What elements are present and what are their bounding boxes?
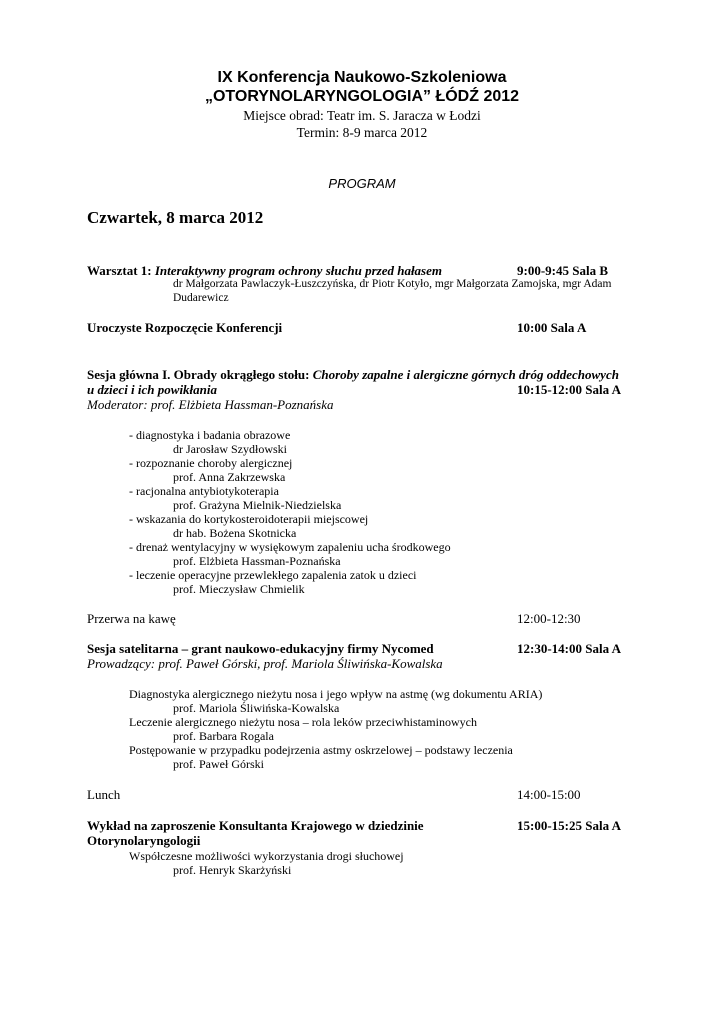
talk-topic: Diagnostyka alergicznego nieżytu nosa i jego wpływ na astmę (wg dokumentu ARIA) <box>129 687 543 701</box>
talk-topic: Postępowanie w przypadku podejrzenia astmy oskrzelowej – podstawy leczenia <box>129 743 513 757</box>
talk-speaker: prof. Mariola Śliwińska-Kowalska <box>173 701 340 715</box>
workshop-speakers: dr Małgorzata Pawlaczyk-Łuszczyńska, dr Piotr Kotyło, mgr Małgorzata Zamojska, mgr Adam <box>173 278 612 290</box>
talk-speaker: prof. Mieczysław Chmielik <box>173 582 305 596</box>
opening-time: 10:00 Sala A <box>517 320 587 335</box>
workshop-time: 9:00-9:45 Sala B <box>517 263 608 278</box>
lecture-title-cont: Otorynolaryngologii <box>87 833 201 848</box>
satellite-time: 12:30-14:00 Sala A <box>517 641 621 656</box>
satellite-title: Sesja satelitarna – grant naukowo-edukacyjny firmy Nycomed <box>87 641 434 656</box>
conference-subtitle: „OTORYNOLARYNGOLOGIA” ŁÓDŹ 2012 <box>204 88 520 105</box>
conference-title: IX Konferencja Naukowo-Szkoleniowa <box>217 69 507 86</box>
lecture-time: 15:00-15:25 Sala A <box>517 818 621 833</box>
lecture-title: Wykład na zaproszenie Konsultanta Krajowego w dziedzinie <box>87 818 424 833</box>
lecture-topic: Współczesne możliwości wykorzystania drogi słuchowej <box>129 849 404 863</box>
talk-speaker: prof. Paweł Górski <box>173 757 264 771</box>
talk-speaker: prof. Grażyna Mielnik-Niedzielska <box>173 498 342 512</box>
session1-label: Sesja główna I. Obrady okrągłego stołu: <box>87 367 310 382</box>
talk-topic: - drenaż wentylacyjny w wysiękowym zapaleniu ucha środkowego <box>129 540 451 554</box>
session1-title <box>87 367 619 382</box>
talk-speaker: dr hab. Bożena Skotnicka <box>173 526 297 540</box>
coffee-break: Przerwa na kawę <box>87 611 176 626</box>
day-heading: Czwartek, 8 marca 2012 <box>87 208 264 227</box>
workshop-title <box>87 263 442 278</box>
talk-topic: - leczenie operacyjne przewlekłego zapalenia zatok u dzieci <box>129 568 417 582</box>
venue: Miejsce obrad: Teatr im. S. Jaracza w Łodzi <box>243 108 481 123</box>
lunch-time: 14:00-15:00 <box>517 787 581 802</box>
program-label: PROGRAM <box>328 176 396 191</box>
workshop-name: Interaktywny program ochrony słuchu przed hałasem <box>154 263 442 278</box>
session1-time: 10:15-12:00 Sala A <box>517 382 621 397</box>
workshop-speakers-cont: Dudarewicz <box>173 292 229 304</box>
talk-speaker: prof. Elżbieta Hassman-Poznańska <box>173 554 341 568</box>
satellite-hosts: Prowadzący: prof. Paweł Górski, prof. Mariola Śliwińska-Kowalska <box>87 656 443 671</box>
talk-topic: - wskazania do kortykosteroidoterapii miejscowej <box>129 512 369 526</box>
session1-name-cont: u dzieci i ich powikłania <box>87 382 218 397</box>
talk-topic: - diagnostyka i badania obrazowe <box>129 428 291 442</box>
talk-speaker: prof. Anna Zakrzewska <box>173 470 286 484</box>
talk-topic: - racjonalna antybiotykoterapia <box>129 484 279 498</box>
talk-topic: - rozpoznanie choroby alergicznej <box>129 456 293 470</box>
lunch: Lunch <box>87 787 121 802</box>
lecture-speaker: prof. Henryk Skarżyński <box>173 863 292 877</box>
term: Termin: 8-9 marca 2012 <box>296 125 428 140</box>
session1-name: Choroby zapalne i alergiczne górnych dróg oddechowych <box>312 367 619 382</box>
talk-speaker: prof. Barbara Rogala <box>173 729 274 743</box>
talk-topic: Leczenie alergicznego nieżytu nosa – rola leków przeciwhistaminowych <box>129 715 477 729</box>
session1-moderator: Moderator: prof. Elżbieta Hassman-Poznańska <box>87 397 334 412</box>
coffee-time: 12:00-12:30 <box>517 611 581 626</box>
opening-title: Uroczyste Rozpoczęcie Konferencji <box>87 320 283 335</box>
talk-speaker: dr Jarosław Szydłowski <box>173 442 287 456</box>
workshop-label: Warsztat 1: <box>87 263 152 278</box>
